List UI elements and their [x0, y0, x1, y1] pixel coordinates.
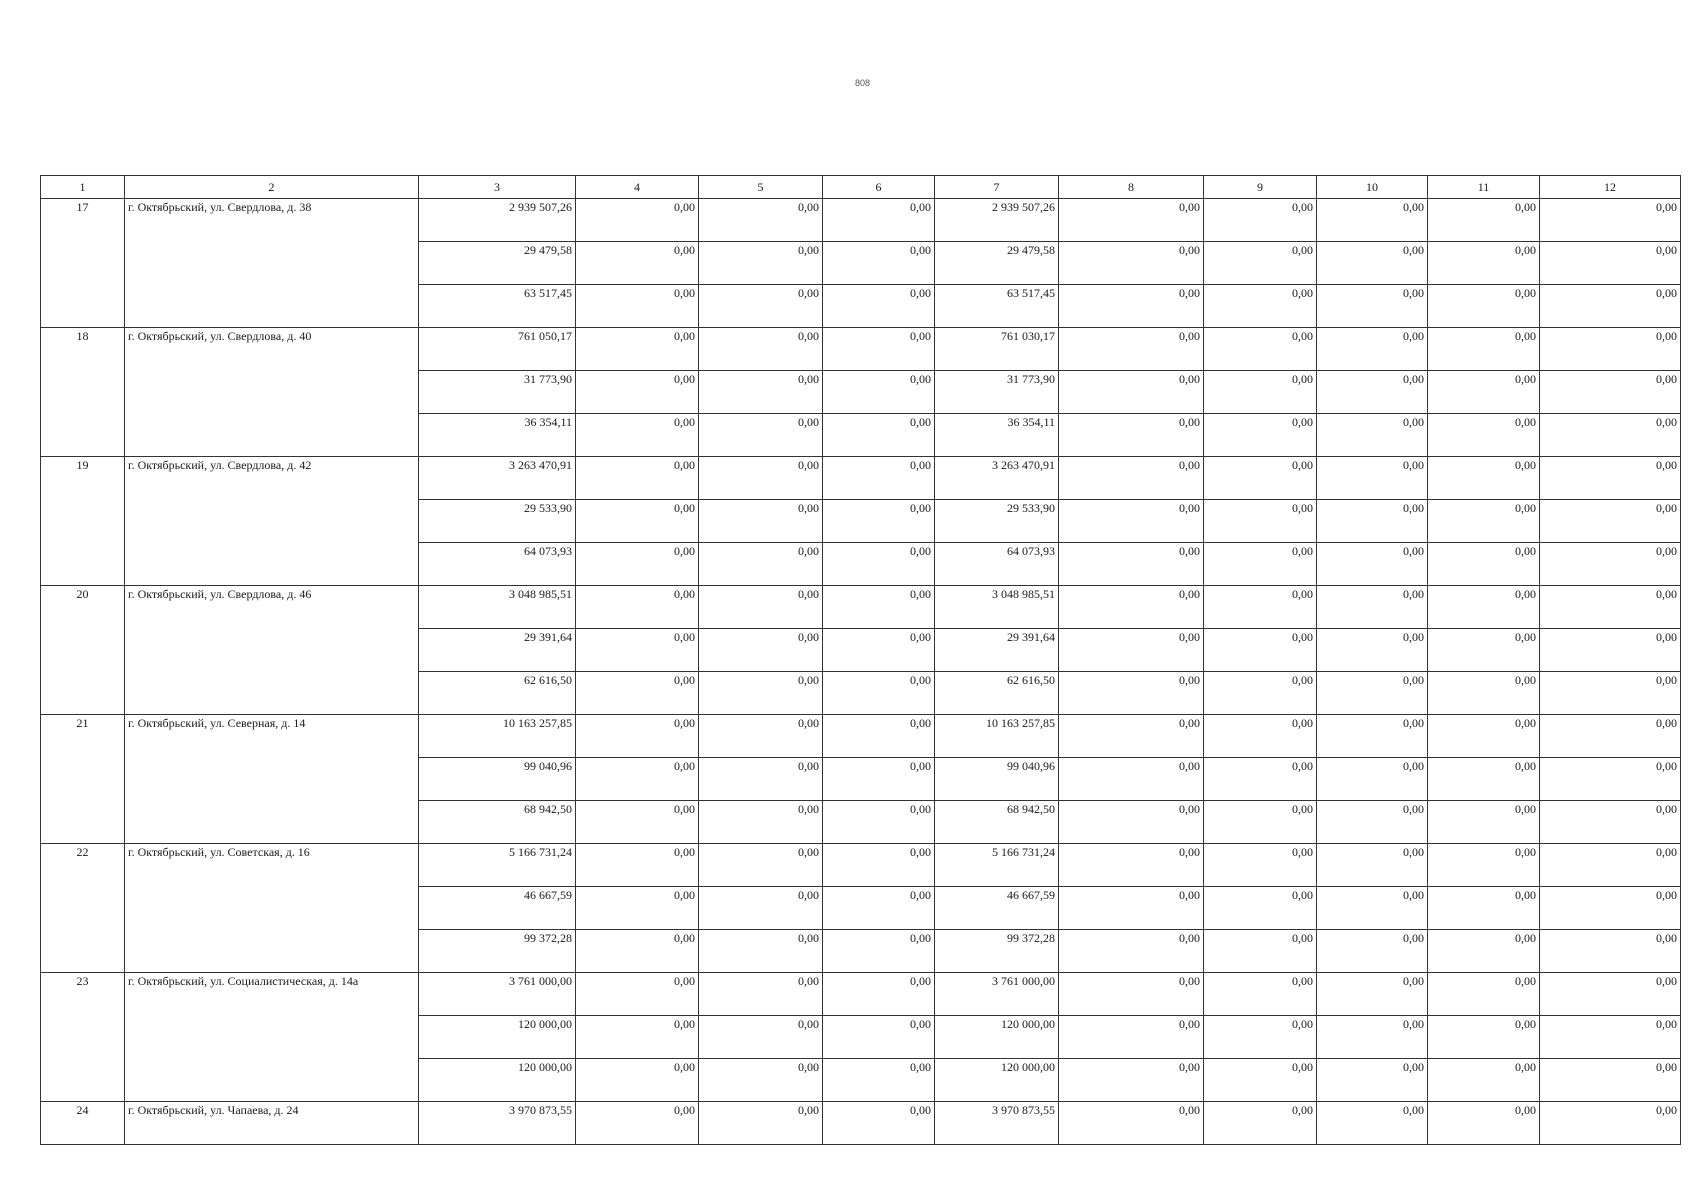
value-cell-col-4: 0,00 [576, 199, 699, 242]
value-cell-col-6: 0,00 [823, 500, 935, 543]
value-cell-col-9: 0,00 [1204, 930, 1317, 973]
row-number: 20 [41, 586, 125, 715]
value-cell-col-4: 0,00 [576, 801, 699, 844]
value-cell-col-4: 0,00 [576, 930, 699, 973]
value-cell-col-12: 0,00 [1540, 242, 1681, 285]
value-cell-col-10: 0,00 [1317, 543, 1428, 586]
value-cell-col-11: 0,00 [1428, 328, 1540, 371]
value-cell-col-11: 0,00 [1428, 586, 1540, 629]
value-cell-col-8: 0,00 [1059, 586, 1204, 629]
value-cell-col-3: 64 073,93 [419, 543, 576, 586]
value-cell-col-9: 0,00 [1204, 758, 1317, 801]
address-cell: г. Октябрьский, ул. Свердлова, д. 42 [125, 457, 419, 586]
table-row [41, 715, 1681, 758]
value-cell-col-11: 0,00 [1428, 500, 1540, 543]
value-cell-col-4: 0,00 [576, 1102, 699, 1145]
value-cell-col-9: 0,00 [1204, 199, 1317, 242]
value-cell-col-10: 0,00 [1317, 715, 1428, 758]
value-cell-col-6: 0,00 [823, 328, 935, 371]
row-number: 23 [41, 973, 125, 1102]
value-cell-col-11: 0,00 [1428, 930, 1540, 973]
row-number: 24 [41, 1102, 125, 1145]
value-cell-col-6: 0,00 [823, 586, 935, 629]
value-cell-col-5: 0,00 [699, 371, 823, 414]
value-cell-col-8: 0,00 [1059, 543, 1204, 586]
value-cell-col-9: 0,00 [1204, 414, 1317, 457]
value-cell-col-7: 120 000,00 [935, 1016, 1059, 1059]
value-cell-col-12: 0,00 [1540, 500, 1681, 543]
value-cell-col-4: 0,00 [576, 242, 699, 285]
value-cell-col-9: 0,00 [1204, 844, 1317, 887]
value-cell-col-4: 0,00 [576, 414, 699, 457]
value-cell-col-10: 0,00 [1317, 1016, 1428, 1059]
value-cell-col-5: 0,00 [699, 1016, 823, 1059]
table-header [41, 176, 1681, 199]
value-cell-col-10: 0,00 [1317, 973, 1428, 1016]
value-cell-col-12: 0,00 [1540, 586, 1681, 629]
value-cell-col-12: 0,00 [1540, 887, 1681, 930]
value-cell-col-5: 0,00 [699, 801, 823, 844]
value-cell-col-11: 0,00 [1428, 414, 1540, 457]
value-cell-col-9: 0,00 [1204, 672, 1317, 715]
value-cell-col-11: 0,00 [1428, 801, 1540, 844]
value-cell-col-11: 0,00 [1428, 242, 1540, 285]
value-cell-col-7: 3 263 470,91 [935, 457, 1059, 500]
value-cell-col-9: 0,00 [1204, 629, 1317, 672]
value-cell-col-12: 0,00 [1540, 844, 1681, 887]
value-cell-col-12: 0,00 [1540, 1102, 1681, 1145]
value-cell-col-8: 0,00 [1059, 715, 1204, 758]
value-cell-col-3: 29 479,58 [419, 242, 576, 285]
value-cell-col-3: 36 354,11 [419, 414, 576, 457]
value-cell-col-9: 0,00 [1204, 242, 1317, 285]
value-cell-col-12: 0,00 [1540, 199, 1681, 242]
value-cell-col-11: 0,00 [1428, 758, 1540, 801]
value-cell-col-6: 0,00 [823, 801, 935, 844]
value-cell-col-5: 0,00 [699, 1102, 823, 1145]
value-cell-col-11: 0,00 [1428, 672, 1540, 715]
value-cell-col-11: 0,00 [1428, 371, 1540, 414]
value-cell-col-3: 29 391,64 [419, 629, 576, 672]
value-cell-col-6: 0,00 [823, 1059, 935, 1102]
value-cell-col-3: 3 970 873,55 [419, 1102, 576, 1145]
value-cell-col-12: 0,00 [1540, 629, 1681, 672]
column-header-7: 7 [935, 176, 1059, 199]
value-cell-col-9: 0,00 [1204, 1059, 1317, 1102]
value-cell-col-11: 0,00 [1428, 543, 1540, 586]
value-cell-col-10: 0,00 [1317, 500, 1428, 543]
value-cell-col-4: 0,00 [576, 285, 699, 328]
address-cell: г. Октябрьский, ул. Чапаева, д. 24 [125, 1102, 419, 1145]
value-cell-col-9: 0,00 [1204, 500, 1317, 543]
value-cell-col-5: 0,00 [699, 1059, 823, 1102]
value-cell-col-7: 31 773,90 [935, 371, 1059, 414]
value-cell-col-3: 3 761 000,00 [419, 973, 576, 1016]
value-cell-col-10: 0,00 [1317, 242, 1428, 285]
value-cell-col-5: 0,00 [699, 285, 823, 328]
value-cell-col-6: 0,00 [823, 844, 935, 887]
value-cell-col-3: 120 000,00 [419, 1059, 576, 1102]
value-cell-col-5: 0,00 [699, 672, 823, 715]
column-header-3: 3 [419, 176, 576, 199]
value-cell-col-4: 0,00 [576, 887, 699, 930]
value-cell-col-4: 0,00 [576, 586, 699, 629]
value-cell-col-5: 0,00 [699, 328, 823, 371]
row-number: 18 [41, 328, 125, 457]
value-cell-col-4: 0,00 [576, 629, 699, 672]
value-cell-col-6: 0,00 [823, 629, 935, 672]
data-table [40, 175, 1681, 1145]
value-cell-col-8: 0,00 [1059, 1102, 1204, 1145]
table-row [41, 586, 1681, 629]
value-cell-col-4: 0,00 [576, 457, 699, 500]
value-cell-col-12: 0,00 [1540, 414, 1681, 457]
value-cell-col-6: 0,00 [823, 371, 935, 414]
value-cell-col-4: 0,00 [576, 500, 699, 543]
value-cell-col-4: 0,00 [576, 844, 699, 887]
value-cell-col-10: 0,00 [1317, 586, 1428, 629]
value-cell-col-3: 3 263 470,91 [419, 457, 576, 500]
value-cell-col-8: 0,00 [1059, 973, 1204, 1016]
table-row [41, 457, 1681, 500]
value-cell-col-9: 0,00 [1204, 371, 1317, 414]
value-cell-col-6: 0,00 [823, 758, 935, 801]
value-cell-col-5: 0,00 [699, 543, 823, 586]
value-cell-col-3: 99 372,28 [419, 930, 576, 973]
column-header-2: 2 [125, 176, 419, 199]
value-cell-col-8: 0,00 [1059, 887, 1204, 930]
column-header-1: 1 [41, 176, 125, 199]
value-cell-col-10: 0,00 [1317, 371, 1428, 414]
value-cell-col-4: 0,00 [576, 973, 699, 1016]
table-row [41, 844, 1681, 887]
table-row [41, 328, 1681, 371]
value-cell-col-8: 0,00 [1059, 371, 1204, 414]
value-cell-col-7: 761 030,17 [935, 328, 1059, 371]
value-cell-col-8: 0,00 [1059, 672, 1204, 715]
value-cell-col-6: 0,00 [823, 930, 935, 973]
value-cell-col-7: 120 000,00 [935, 1059, 1059, 1102]
value-cell-col-7: 5 166 731,24 [935, 844, 1059, 887]
row-number: 19 [41, 457, 125, 586]
value-cell-col-7: 99 372,28 [935, 930, 1059, 973]
value-cell-col-5: 0,00 [699, 457, 823, 500]
column-header-12: 12 [1540, 176, 1681, 199]
value-cell-col-5: 0,00 [699, 500, 823, 543]
value-cell-col-11: 0,00 [1428, 973, 1540, 1016]
value-cell-col-8: 0,00 [1059, 1059, 1204, 1102]
value-cell-col-6: 0,00 [823, 543, 935, 586]
value-cell-col-3: 62 616,50 [419, 672, 576, 715]
value-cell-col-6: 0,00 [823, 887, 935, 930]
address-cell: г. Октябрьский, ул. Свердлова, д. 46 [125, 586, 419, 715]
value-cell-col-8: 0,00 [1059, 801, 1204, 844]
column-header-4: 4 [576, 176, 699, 199]
value-cell-col-9: 0,00 [1204, 457, 1317, 500]
value-cell-col-7: 46 667,59 [935, 887, 1059, 930]
value-cell-col-3: 29 533,90 [419, 500, 576, 543]
value-cell-col-6: 0,00 [823, 1102, 935, 1145]
value-cell-col-7: 99 040,96 [935, 758, 1059, 801]
value-cell-col-5: 0,00 [699, 758, 823, 801]
value-cell-col-7: 36 354,11 [935, 414, 1059, 457]
value-cell-col-12: 0,00 [1540, 457, 1681, 500]
value-cell-col-10: 0,00 [1317, 457, 1428, 500]
value-cell-col-7: 29 533,90 [935, 500, 1059, 543]
value-cell-col-5: 0,00 [699, 930, 823, 973]
value-cell-col-8: 0,00 [1059, 930, 1204, 973]
value-cell-col-10: 0,00 [1317, 930, 1428, 973]
value-cell-col-11: 0,00 [1428, 285, 1540, 328]
value-cell-col-6: 0,00 [823, 672, 935, 715]
value-cell-col-7: 64 073,93 [935, 543, 1059, 586]
value-cell-col-7: 2 939 507,26 [935, 199, 1059, 242]
value-cell-col-6: 0,00 [823, 242, 935, 285]
value-cell-col-11: 0,00 [1428, 199, 1540, 242]
row-number: 22 [41, 844, 125, 973]
value-cell-col-12: 0,00 [1540, 758, 1681, 801]
value-cell-col-8: 0,00 [1059, 758, 1204, 801]
value-cell-col-9: 0,00 [1204, 715, 1317, 758]
value-cell-col-9: 0,00 [1204, 285, 1317, 328]
table-body [41, 199, 1681, 1145]
value-cell-col-3: 31 773,90 [419, 371, 576, 414]
address-cell: г. Октябрьский, ул. Социалистическая, д. 14а [125, 973, 419, 1102]
value-cell-col-4: 0,00 [576, 543, 699, 586]
value-cell-col-3: 10 163 257,85 [419, 715, 576, 758]
value-cell-col-8: 0,00 [1059, 457, 1204, 500]
column-header-5: 5 [699, 176, 823, 199]
value-cell-col-8: 0,00 [1059, 328, 1204, 371]
value-cell-col-8: 0,00 [1059, 199, 1204, 242]
value-cell-col-9: 0,00 [1204, 801, 1317, 844]
value-cell-col-7: 63 517,45 [935, 285, 1059, 328]
value-cell-col-10: 0,00 [1317, 672, 1428, 715]
value-cell-col-9: 0,00 [1204, 543, 1317, 586]
value-cell-col-10: 0,00 [1317, 758, 1428, 801]
value-cell-col-10: 0,00 [1317, 199, 1428, 242]
value-cell-col-3: 99 040,96 [419, 758, 576, 801]
value-cell-col-7: 3 970 873,55 [935, 1102, 1059, 1145]
column-header-6: 6 [823, 176, 935, 199]
value-cell-col-5: 0,00 [699, 887, 823, 930]
value-cell-col-11: 0,00 [1428, 1059, 1540, 1102]
address-cell: г. Октябрьский, ул. Свердлова, д. 40 [125, 328, 419, 457]
header-row [41, 176, 1681, 199]
value-cell-col-5: 0,00 [699, 586, 823, 629]
value-cell-col-3: 120 000,00 [419, 1016, 576, 1059]
value-cell-col-9: 0,00 [1204, 887, 1317, 930]
value-cell-col-8: 0,00 [1059, 285, 1204, 328]
value-cell-col-12: 0,00 [1540, 328, 1681, 371]
value-cell-col-4: 0,00 [576, 328, 699, 371]
value-cell-col-6: 0,00 [823, 414, 935, 457]
value-cell-col-11: 0,00 [1428, 1102, 1540, 1145]
value-cell-col-3: 5 166 731,24 [419, 844, 576, 887]
value-cell-col-6: 0,00 [823, 715, 935, 758]
value-cell-col-10: 0,00 [1317, 844, 1428, 887]
value-cell-col-7: 29 391,64 [935, 629, 1059, 672]
value-cell-col-11: 0,00 [1428, 457, 1540, 500]
value-cell-col-7: 62 616,50 [935, 672, 1059, 715]
column-header-11: 11 [1428, 176, 1540, 199]
value-cell-col-3: 761 050,17 [419, 328, 576, 371]
value-cell-col-12: 0,00 [1540, 1016, 1681, 1059]
row-number: 21 [41, 715, 125, 844]
value-cell-col-5: 0,00 [699, 629, 823, 672]
value-cell-col-11: 0,00 [1428, 887, 1540, 930]
value-cell-col-8: 0,00 [1059, 844, 1204, 887]
value-cell-col-6: 0,00 [823, 457, 935, 500]
table-row [41, 973, 1681, 1016]
value-cell-col-9: 0,00 [1204, 586, 1317, 629]
column-header-10: 10 [1317, 176, 1428, 199]
value-cell-col-10: 0,00 [1317, 328, 1428, 371]
address-cell: г. Октябрьский, ул. Советская, д. 16 [125, 844, 419, 973]
value-cell-col-8: 0,00 [1059, 629, 1204, 672]
value-cell-col-5: 0,00 [699, 414, 823, 457]
value-cell-col-3: 46 667,59 [419, 887, 576, 930]
column-header-8: 8 [1059, 176, 1204, 199]
address-cell: г. Октябрьский, ул. Северная, д. 14 [125, 715, 419, 844]
value-cell-col-10: 0,00 [1317, 1059, 1428, 1102]
value-cell-col-9: 0,00 [1204, 328, 1317, 371]
value-cell-col-12: 0,00 [1540, 715, 1681, 758]
value-cell-col-10: 0,00 [1317, 1102, 1428, 1145]
value-cell-col-3: 2 939 507,26 [419, 199, 576, 242]
value-cell-col-12: 0,00 [1540, 1059, 1681, 1102]
value-cell-col-7: 3 761 000,00 [935, 973, 1059, 1016]
value-cell-col-10: 0,00 [1317, 629, 1428, 672]
value-cell-col-7: 68 942,50 [935, 801, 1059, 844]
value-cell-col-12: 0,00 [1540, 543, 1681, 586]
page-number: 808 [854, 78, 871, 88]
value-cell-col-10: 0,00 [1317, 887, 1428, 930]
value-cell-col-3: 68 942,50 [419, 801, 576, 844]
value-cell-col-5: 0,00 [699, 199, 823, 242]
value-cell-col-11: 0,00 [1428, 715, 1540, 758]
value-cell-col-10: 0,00 [1317, 285, 1428, 328]
value-cell-col-6: 0,00 [823, 285, 935, 328]
value-cell-col-9: 0,00 [1204, 1102, 1317, 1145]
value-cell-col-4: 0,00 [576, 371, 699, 414]
value-cell-col-12: 0,00 [1540, 371, 1681, 414]
value-cell-col-12: 0,00 [1540, 672, 1681, 715]
value-cell-col-5: 0,00 [699, 973, 823, 1016]
value-cell-col-11: 0,00 [1428, 1016, 1540, 1059]
value-cell-col-7: 3 048 985,51 [935, 586, 1059, 629]
value-cell-col-10: 0,00 [1317, 801, 1428, 844]
value-cell-col-4: 0,00 [576, 1016, 699, 1059]
table-row [41, 1102, 1681, 1145]
value-cell-col-8: 0,00 [1059, 414, 1204, 457]
value-cell-col-7: 29 479,58 [935, 242, 1059, 285]
value-cell-col-4: 0,00 [576, 672, 699, 715]
value-cell-col-4: 0,00 [576, 715, 699, 758]
value-cell-col-11: 0,00 [1428, 844, 1540, 887]
value-cell-col-9: 0,00 [1204, 1016, 1317, 1059]
value-cell-col-3: 63 517,45 [419, 285, 576, 328]
value-cell-col-12: 0,00 [1540, 973, 1681, 1016]
column-header-9: 9 [1204, 176, 1317, 199]
value-cell-col-12: 0,00 [1540, 801, 1681, 844]
value-cell-col-7: 10 163 257,85 [935, 715, 1059, 758]
value-cell-col-5: 0,00 [699, 242, 823, 285]
value-cell-col-4: 0,00 [576, 1059, 699, 1102]
value-cell-col-6: 0,00 [823, 199, 935, 242]
value-cell-col-4: 0,00 [576, 758, 699, 801]
value-cell-col-12: 0,00 [1540, 285, 1681, 328]
value-cell-col-10: 0,00 [1317, 414, 1428, 457]
value-cell-col-3: 3 048 985,51 [419, 586, 576, 629]
value-cell-col-12: 0,00 [1540, 930, 1681, 973]
value-cell-col-6: 0,00 [823, 1016, 935, 1059]
value-cell-col-6: 0,00 [823, 973, 935, 1016]
value-cell-col-8: 0,00 [1059, 500, 1204, 543]
value-cell-col-5: 0,00 [699, 844, 823, 887]
value-cell-col-8: 0,00 [1059, 1016, 1204, 1059]
row-number: 17 [41, 199, 125, 328]
value-cell-col-11: 0,00 [1428, 629, 1540, 672]
table-row [41, 199, 1681, 242]
value-cell-col-8: 0,00 [1059, 242, 1204, 285]
value-cell-col-5: 0,00 [699, 715, 823, 758]
address-cell: г. Октябрьский, ул. Свердлова, д. 38 [125, 199, 419, 328]
value-cell-col-9: 0,00 [1204, 973, 1317, 1016]
